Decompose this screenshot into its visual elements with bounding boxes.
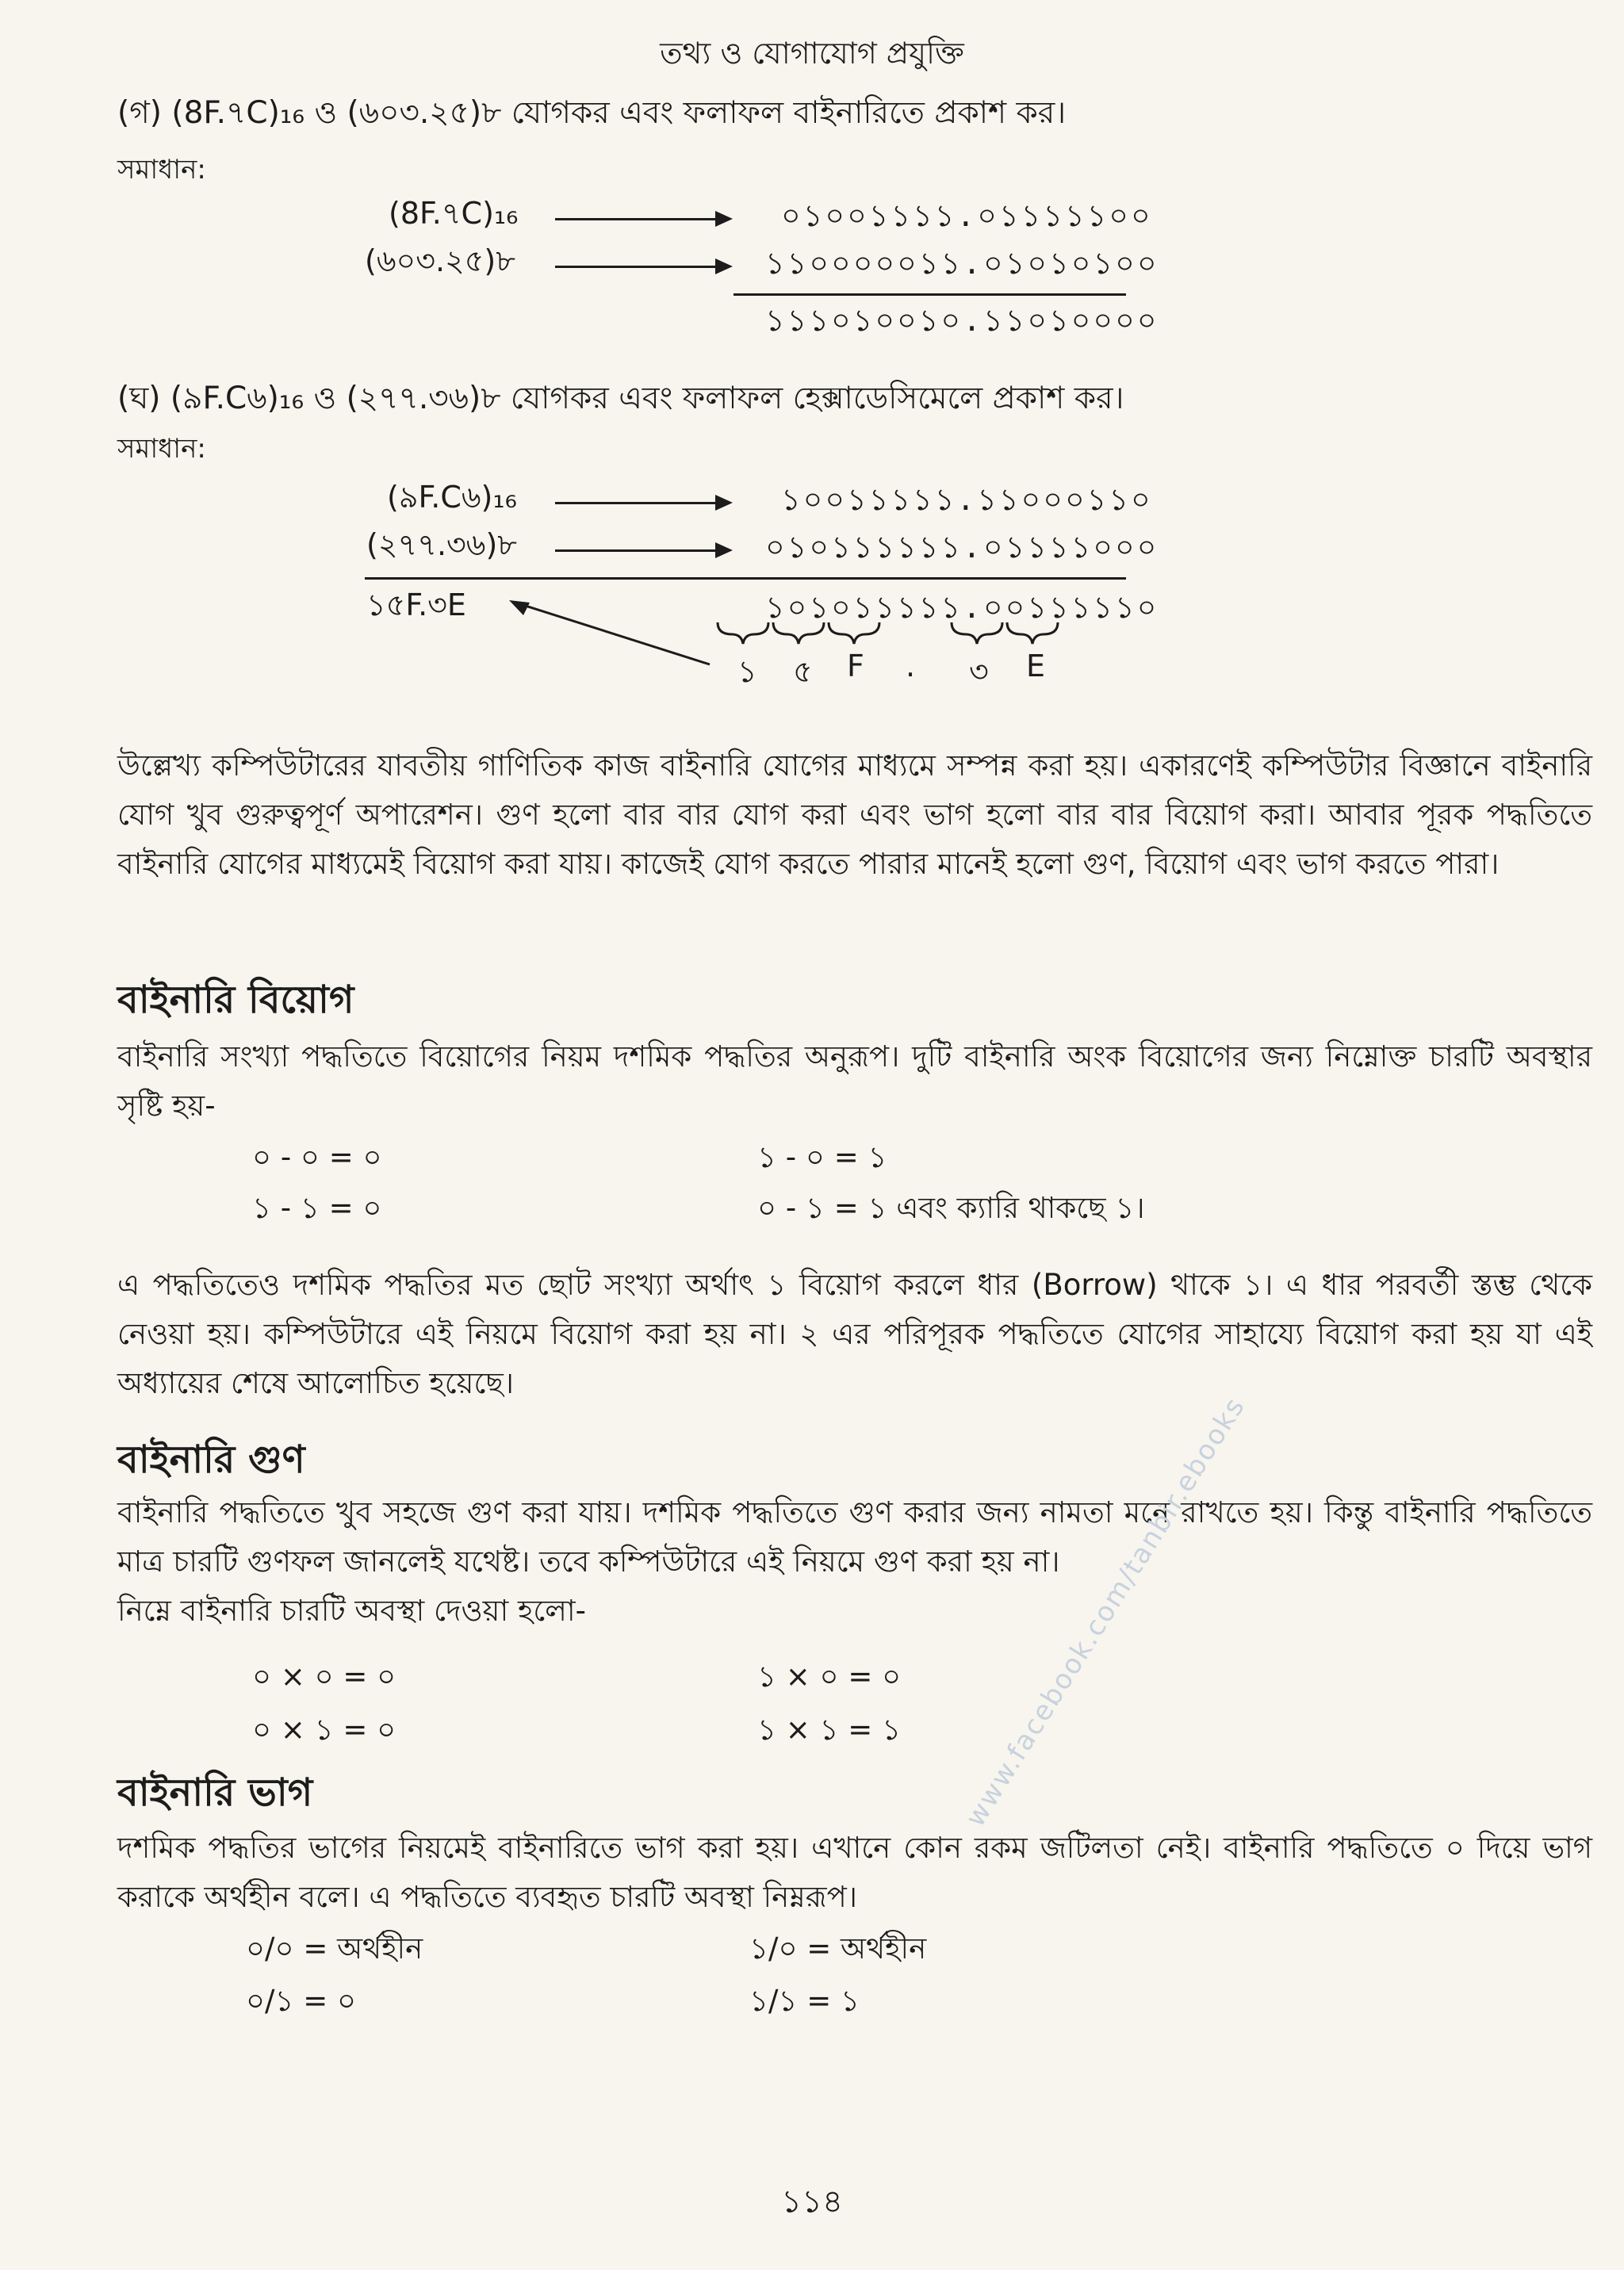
hex-digit: ১ xyxy=(737,654,757,689)
page-number: ১১৪ xyxy=(781,2184,843,2220)
hex-digit: . xyxy=(906,649,916,683)
ga-binary-2: ১১০০০০০১১.০১০১০১০০ xyxy=(765,246,1159,281)
division-rule: ০/০ = অর্থহীন xyxy=(246,1931,423,1966)
gha-hex-result: ১৫F.৩E xyxy=(366,588,466,622)
multiplication-intro: বাইনারি পদ্ধতিতে খুব সহজে গুণ করা যায়। দশমিক পদ্ধতিতে গুণ করার জন্য নামতা মনে রাখতে হয়। কিন্তু বাইনারি পদ্ধতিতে মাত্র চারটি গুণফল জানলেই যথেষ্ট। তবে কম্পিউটারে এই নিয়মে গুণ করা হয় না। xyxy=(117,1495,1593,1579)
subtraction-rule: ০ - ১ = ১ এবং ক্যারি থাকছে ১। xyxy=(757,1191,1145,1225)
gha-operand-1: (৯F.C৬)₁₆ xyxy=(387,480,517,515)
hex-digit: E xyxy=(1026,649,1046,683)
multiplication-rule: ০ × ১ = ০ xyxy=(252,1713,396,1747)
heading-subtraction: বাইনারি বিয়োগ xyxy=(117,978,354,1022)
ga-operand-1: (8F.৭C)₁₆ xyxy=(389,196,519,231)
hex-digit: ৫ xyxy=(793,654,813,689)
watermark: www.facebook.com/tanbir.ebooks xyxy=(959,1391,1252,1833)
subtraction-explanation: এ পদ্ধতিতেও দশমিক পদ্ধতির মত ছোট সংখ্যা অর্থাৎ ১ বিয়োগ করলে ধার (Borrow) থাকে ১। এ ধার পরবর্তী স্তম্ভ থেকে নেওয়া হয়। কম্পিউটারে এই নিয়মে বিয়োগ করা হয় না। ২ এর পরিপূরক পদ্ধতিতে যোগের সাহায্যে বিয়োগ করা হয় যা এই অধ্যায়ের শেষে আলোচিত হয়েছে। xyxy=(117,1268,1592,1400)
division-rule: ১/০ = অর্থহীন xyxy=(749,1931,927,1966)
division-intro: দশমিক পদ্ধতির ভাগের নিয়মেই বাইনারিতে ভাগ করা হয়। এখানে কোন রকম জটিলতা নেই। বাইনারি পদ্ধতিতে ০ দিয়ে ভাগ করাকে অর্থহীন বলে। এ পদ্ধতিতে ব্যবহৃত চারটি অবস্থা নিম্নরূপ। xyxy=(117,1831,1592,1914)
subtraction-intro: বাইনারি সংখ্যা পদ্ধতিতে বিয়োগের নিয়ম দশমিক পদ্ধতির অনুরূপ। দুটি বাইনারি অংক বিয়োগের জন্য নিম্নোক্ত চারটি অবস্থার সৃষ্টি হয়- xyxy=(117,1039,1592,1123)
gha-binary-result: ১০১০১১১১১.০০১১১১১০ xyxy=(765,590,1159,625)
heading-multiplication: বাইনারি গুণ xyxy=(117,1437,305,1482)
hex-digit: F xyxy=(847,649,864,683)
division-rule: ০/১ = ০ xyxy=(246,1984,357,2018)
ga-result: ১১১০১০০১০.১১০১০০০০ xyxy=(765,303,1159,338)
multiplication-rule: ০ × ০ = ০ xyxy=(252,1659,396,1694)
subtraction-rule: ১ - ০ = ১ xyxy=(757,1140,887,1174)
gha-operand-2: (২৭৭.৩৬)৮ xyxy=(366,527,517,562)
gha-binary-1: ১০০১১১১১.১১০০০১১০ xyxy=(781,482,1153,517)
heading-division: বাইনারি ভাগ xyxy=(117,1770,313,1815)
ga-binary-1: ০১০০১১১১.০১১১১১০০ xyxy=(781,198,1153,233)
solution-label-gha: সমাধান: xyxy=(117,433,206,465)
note-paragraph: উল্লেখ্য কম্পিউটারের যাবতীয় গাণিতিক কাজ বাইনারি যোগের মাধ্যমে সম্পন্ন করা হয়। একারণেই কম্পিউটার বিজ্ঞানে বাইনারি যোগ খুব গুরুত্বপূর্ণ অপারেশন। গুণ হলো বার বার যোগ করা এবং ভাগ হলো বার বার বিয়োগ করা। আবার পূরক পদ্ধতিতে বাইনারি যোগের মাধ্যমেই বিয়োগ করা যায়। কাজেই যোগ করতে পারার মানেই হলো গুণ, বিয়োগ এবং ভাগ করতে পারা। xyxy=(117,748,1592,881)
question-ga: (গ) (8F.৭C)₁₆ ও (৬০৩.২৫)৮ যোগকর এবং ফলাফল বাইনারিতে প্রকাশ কর। xyxy=(117,95,1067,131)
running-header: তথ্য ও যোগাযোগ প্রযুক্তি xyxy=(660,36,964,71)
hex-digit: ৩ xyxy=(969,654,989,689)
solution-label-ga: সমাধান: xyxy=(117,154,206,186)
subtraction-rule: ০ - ০ = ০ xyxy=(252,1140,382,1174)
gha-binary-2: ০১০১১১১১১.০১১১১০০০ xyxy=(765,530,1159,565)
question-gha: (ঘ) (৯F.C৬)₁₆ ও (২৭৭.৩৬)৮ যোগকর এবং ফলাফল হেক্সাডেসিমেলে প্রকাশ কর। xyxy=(117,381,1124,416)
division-rule: ১/১ = ১ xyxy=(749,1984,860,2018)
subtraction-rule: ১ - ১ = ০ xyxy=(252,1191,382,1225)
multiplication-rule: ১ × ০ = ০ xyxy=(757,1659,902,1694)
multiplication-rule: ১ × ১ = ১ xyxy=(757,1713,902,1747)
ga-operand-2: (৬০৩.২৫)৮ xyxy=(365,243,515,278)
multiplication-intro-2: নিম্নে বাইনারি চারটি অবস্থা দেওয়া হলো- xyxy=(117,1594,586,1628)
